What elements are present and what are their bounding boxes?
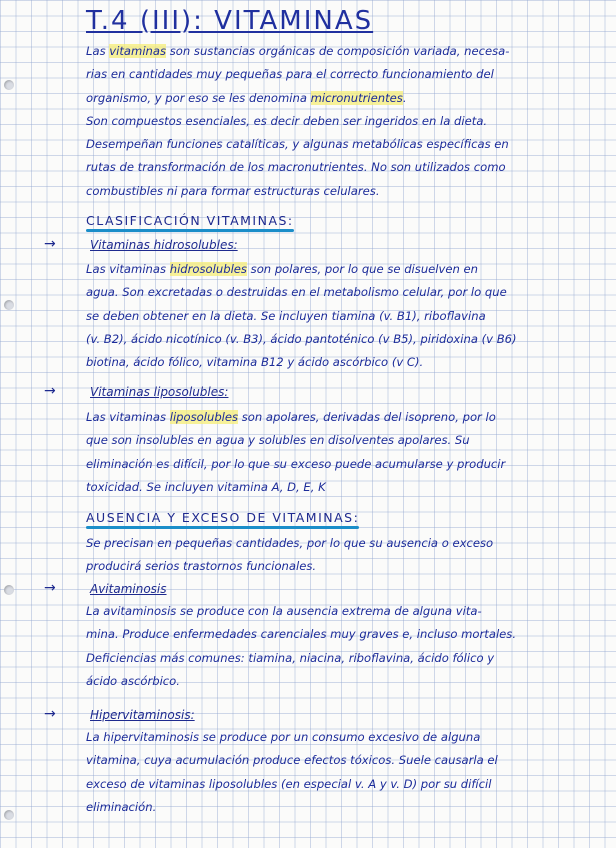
subheading-hipervitaminosis: Hipervitaminosis: xyxy=(90,708,195,722)
binder-hole xyxy=(4,810,14,820)
text-line: exceso de vitaminas liposolubles (en especial v. A y v. D) por su difícil xyxy=(86,776,492,791)
text-line: mina. Produce enfermedades carenciales muy graves e, incluso mortales. xyxy=(86,627,517,642)
binder-hole xyxy=(4,80,14,90)
arrow-icon: → xyxy=(44,383,56,399)
text-line: biotina, ácido fólico, vitamina B12 y ácido ascórbico (v C). xyxy=(86,355,424,370)
text-line: eliminación es difícil, por lo que su exceso puede acumularse y producir xyxy=(86,456,506,471)
section-heading-clasificacion: CLASIFICACIÓN VITAMINAS: xyxy=(86,213,294,228)
text-line: Se precisan en pequeñas cantidades, por lo que su ausencia o exceso xyxy=(86,536,494,550)
text-line: se deben obtener en la dieta. Se incluyen tiamina (v. B1), riboflavina xyxy=(86,308,486,323)
text-line: ácido ascórbico. xyxy=(86,673,180,688)
intro-paragraph xyxy=(86,40,606,203)
subheading-liposolubles: Vitaminas liposolubles: xyxy=(90,385,229,399)
text-line: La avitaminosis se produce con la ausencia extrema de alguna vita- xyxy=(86,604,482,618)
arrow-icon: → xyxy=(44,706,56,722)
highlighted-term: liposolubles xyxy=(169,410,239,424)
text-line: combustibles ni para formar estructuras celulares. xyxy=(86,183,380,198)
text-line: vitamina, cuya acumulación produce efectos tóxicos. Suele causarla el xyxy=(86,753,498,768)
text-line: organismo, y por eso se les denomina micronutrientes. xyxy=(86,90,407,105)
liposolubles-paragraph xyxy=(86,406,606,499)
highlighted-term: hidrosolubles xyxy=(169,262,247,276)
text-line: toxicidad. Se incluyen vitamina A, D, E, K xyxy=(86,479,326,494)
text-line: (v. B2), ácido nicotínico (v. B3), ácido pantoténico (v B5), piridoxina (v B6) xyxy=(86,331,517,346)
text-line: Las vitaminas hidrosolubles son polares, por lo que se disuelven en xyxy=(86,262,479,276)
arrow-icon: → xyxy=(44,236,56,252)
text-line: agua. Son excretadas o destruidas en el metabolismo celular, por lo que xyxy=(86,285,507,300)
text-line: Las vitaminas son sustancias orgánicas de composición variada, necesa- xyxy=(86,44,510,58)
arrow-icon: → xyxy=(44,580,56,596)
subheading-hidrosolubles: Vitaminas hidrosolubles: xyxy=(90,238,238,252)
text-line: Son compuestos esenciales, es decir deben ser ingeridos en la dieta. xyxy=(86,113,488,128)
hipervitaminosis-paragraph xyxy=(86,726,606,819)
text-line: Deficiencias más comunes: tiamina, niacina, riboflavina, ácido fólico y xyxy=(86,650,495,665)
ausencia-paragraph xyxy=(86,532,606,579)
subheading-avitaminosis: Avitaminosis xyxy=(90,582,167,596)
page-title: T.4 (III): VITAMINAS xyxy=(86,6,374,36)
text-line: que son insolubles en agua y solubles en disolventes apolares. Su xyxy=(86,433,470,448)
highlighted-term: micronutrientes xyxy=(310,90,403,105)
text-line: La hipervitaminosis se produce por un consumo excesivo de alguna xyxy=(86,730,481,744)
hidrosolubles-paragraph xyxy=(86,258,606,374)
text-line: producirá serios trastornos funcionales. xyxy=(86,559,317,574)
section-heading-ausencia-exceso: AUSENCIA Y EXCESO DE VITAMINAS: xyxy=(86,510,360,525)
binder-hole xyxy=(4,585,14,595)
text-line: Desempeñan funciones catalíticas, y algunas metabólicas específicas en xyxy=(86,137,509,152)
text-line: rutas de transformación de los macronutrientes. No son utilizados como xyxy=(86,160,506,175)
highlighted-term: vitaminas xyxy=(109,44,167,58)
avitaminosis-paragraph xyxy=(86,600,606,693)
binder-hole xyxy=(4,300,14,310)
text-line: Las vitaminas liposolubles son apolares, derivadas del isopreno, por lo xyxy=(86,410,496,424)
text-line: rias en cantidades muy pequeñas para el correcto funcionamiento del xyxy=(86,67,494,82)
text-line: eliminación. xyxy=(86,799,157,814)
